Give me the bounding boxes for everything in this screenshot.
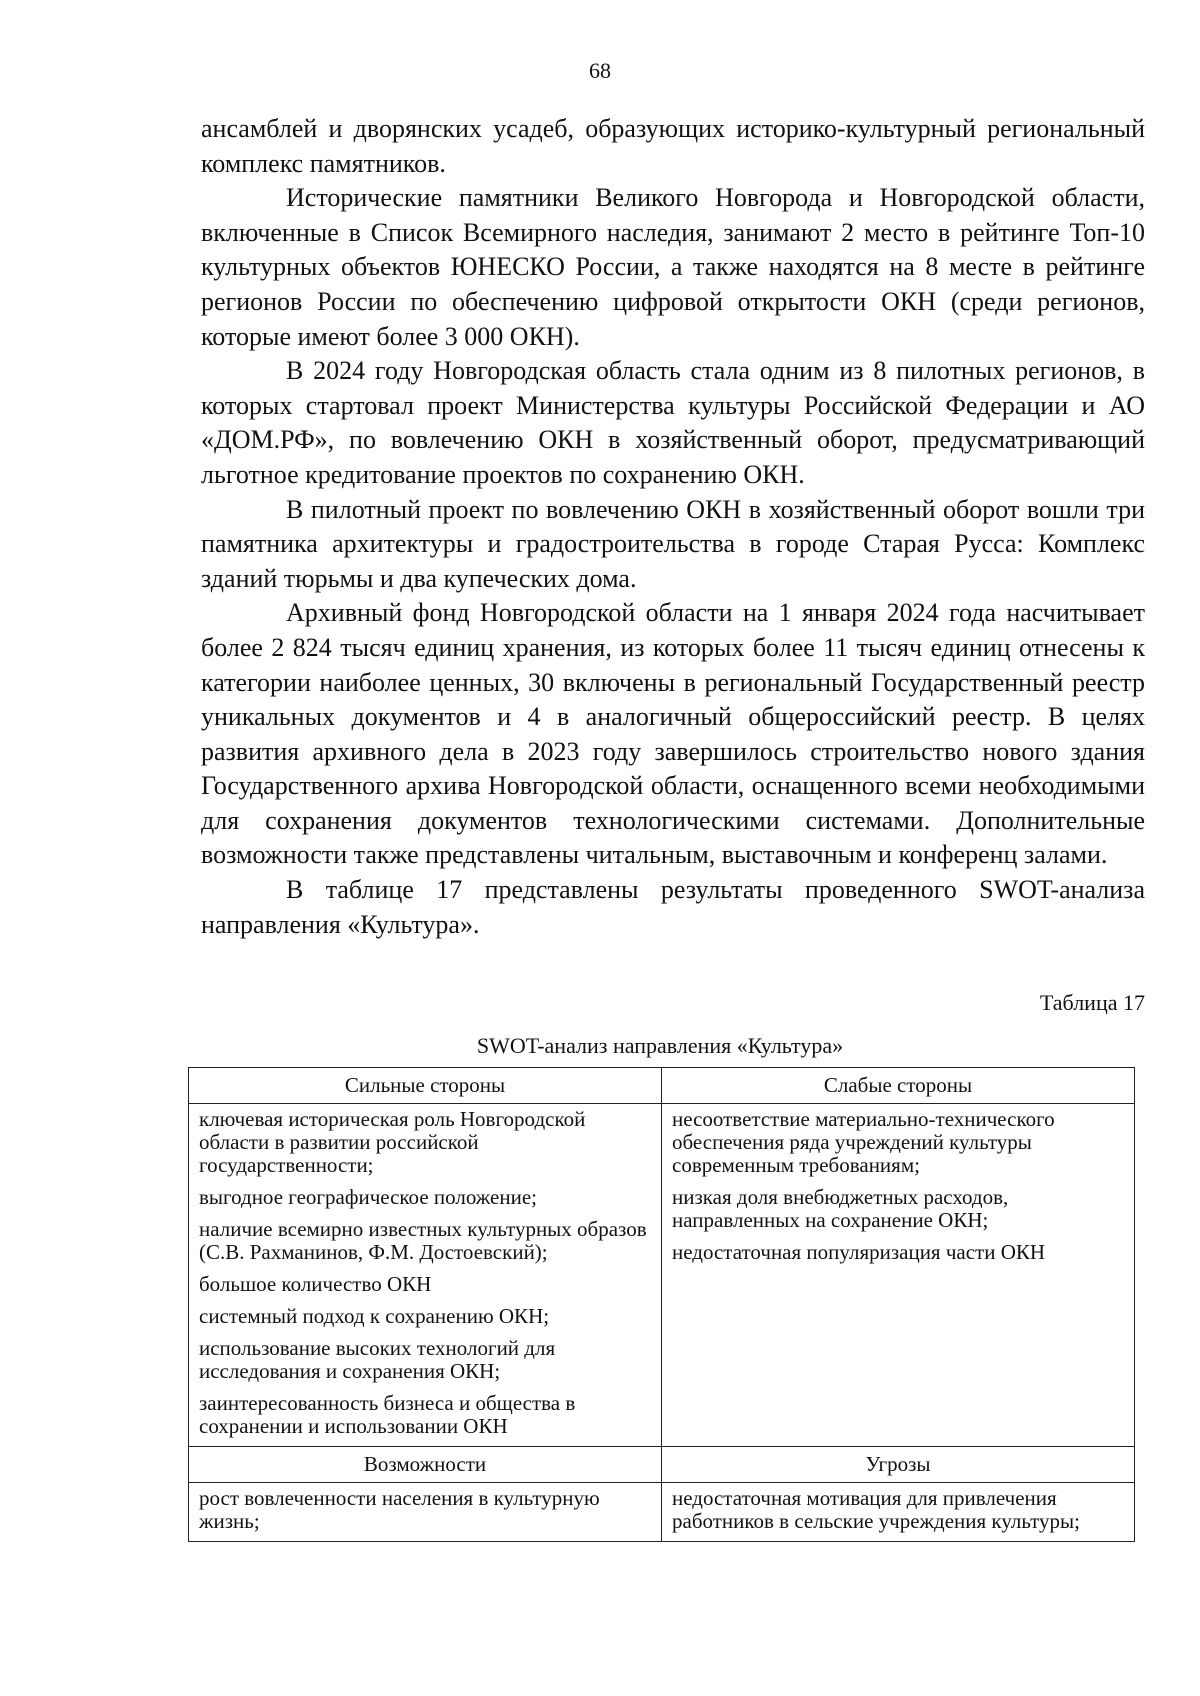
paragraph-6: В таблице 17 представлены результаты проведенного SWOT-анализа направления «Культура».: [201, 875, 1145, 939]
threats-header: Угрозы: [662, 1447, 1135, 1483]
swot-table: [188, 1067, 1135, 1542]
table-header-row: [189, 1068, 1135, 1104]
list-item: ключевая историческая роль Новгородской области в развитии российской государственности;: [199, 1107, 586, 1177]
list-item: системный подход к сохранению ОКН;: [199, 1304, 550, 1328]
threats-cell: [662, 1483, 1135, 1542]
body-text: [201, 112, 1145, 942]
table-row: [189, 1483, 1135, 1542]
strengths-cell: [189, 1104, 662, 1447]
paragraph-3: В 2024 году Новгородская область стала одним из 8 пилотных регионов, в которых стартовал проект Министерства культуры Российской Федерации и АО «ДОМ.РФ», по вовлечению ОКН в хозяйственный оборот, предусматривающий льготное кредитование проектов по сохранению ОКН.: [201, 356, 1145, 489]
paragraph-4: В пилотный проект по вовлечению ОКН в хозяйственный оборот вошли три памятника архитектуры и градостроительства в городе Старая Русса: Комплекс зданий тюрьмы и два купеческих дома.: [201, 494, 1145, 593]
list-item: наличие всемирно известных культурных образов (С.В. Рахманинов, Ф.М. Достоевский);: [199, 1217, 647, 1264]
paragraph-5: Архивный фонд Новгородской области на 1 января 2024 года насчитывает более 2 824 тысяч единиц хранения, из которых более 11 тысяч единиц отнесены к категории наиболее ценных, 30 включены в региональный Государственный реестр уникальных документов и 4 в аналогичный общероссийский реестр. В целях развития архивного дела в 2023 году завершилось строительство нового здания Государственного архива Новгородской области, оснащенного всеми необходимыми для сохранения документов технологическими системами. Дополнительные возможности также представлены читальным, выставочным и конференц залами.: [201, 598, 1145, 870]
list-item: недостаточная мотивация для привлечения работников в сельские учреждения культуры;: [672, 1486, 1081, 1533]
list-item: рост вовлеченности населения в культурную жизнь;: [199, 1486, 600, 1533]
strengths-header: Сильные стороны: [189, 1068, 662, 1104]
table-caption: SWOT-анализ направления «Культура»: [476, 1033, 844, 1058]
table-header-row: [189, 1447, 1135, 1483]
page-number: 68: [589, 58, 611, 83]
opportunities-header: Возможности: [189, 1447, 662, 1483]
list-item: низкая доля внебюджетных расходов, направленных на сохранение ОКН;: [672, 1185, 1009, 1232]
list-item: заинтересованность бизнеса и общества в сохранении и использовании ОКН: [199, 1391, 576, 1438]
list-item: большое количество ОКН: [199, 1272, 432, 1296]
table-row: [189, 1104, 1135, 1447]
list-item: использование высоких технологий для исследования и сохранения ОКН;: [199, 1336, 556, 1383]
weaknesses-cell: [662, 1104, 1135, 1447]
table-label: Таблица 17: [1039, 990, 1145, 1015]
list-item: недостаточная популяризация части ОКН: [672, 1240, 1046, 1264]
list-item: несоответствие материально-технического обеспечения ряда учреждений культуры современным требованиям;: [672, 1107, 1055, 1177]
opportunities-cell: [189, 1483, 662, 1542]
paragraph-2: Исторические памятники Великого Новгорода и Новгородской области, включенные в Список Всемирного наследия, занимают 2 место в рейтинге Топ-10 культурных объектов ЮНЕСКО России, а также находятся на 8 месте в рейтинге регионов России по обеспечению цифровой открытости ОКН (среди регионов, которые имеют более 3 000 ОКН).: [201, 183, 1145, 351]
paragraph-1: ансамблей и дворянских усадеб, образующих историко-культурный региональный комплекс памятников.: [201, 114, 1145, 178]
list-item: выгодное географическое положение;: [199, 1185, 537, 1209]
weaknesses-header: Слабые стороны: [662, 1068, 1135, 1104]
